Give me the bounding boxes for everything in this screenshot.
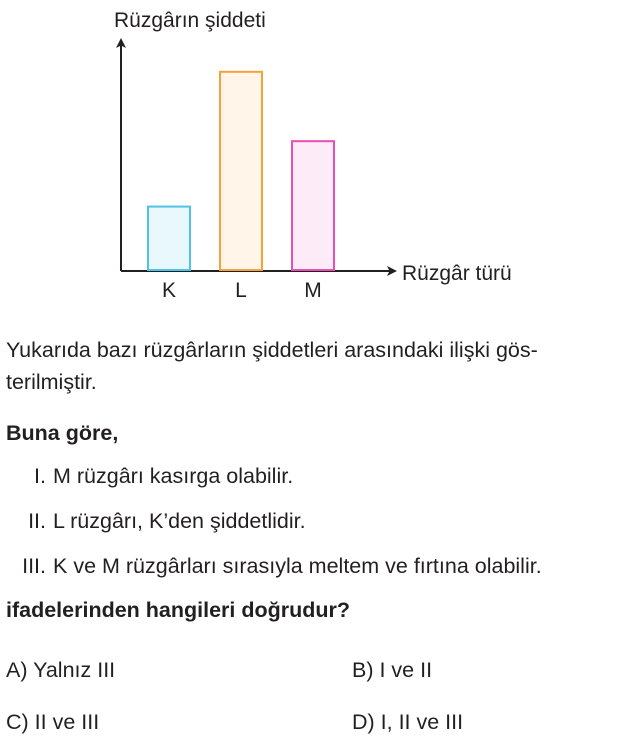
option-b[interactable]: B) I ve II <box>352 658 433 682</box>
x-tick-label-k: K <box>161 279 177 302</box>
bars-group <box>148 72 334 270</box>
question-stem-line-2: terilmiştir. <box>6 370 97 394</box>
question-stem <box>6 334 628 398</box>
statement-1-text: M rüzgârı kasırga olabilir. <box>53 464 294 488</box>
x-axis-label: Rüzgâr türü <box>402 262 512 285</box>
bar-chart <box>0 0 633 310</box>
statement-2 <box>6 505 628 537</box>
question-stem-line-1: Yukarıda bazı rüzgârların şiddetleri arasındaki ilişki gös- <box>6 338 538 362</box>
y-axis-label: Rüzgârın şiddeti <box>114 9 266 32</box>
bar-m <box>292 141 334 270</box>
statement-2-text: L rüzgârı, K’den şiddetlidir. <box>53 509 306 533</box>
bar-l <box>220 72 262 270</box>
option-c[interactable]: C) II ve III <box>6 710 100 734</box>
statement-3 <box>6 550 628 582</box>
question-lead: Buna göre, <box>6 421 119 445</box>
statement-3-text: K ve M rüzgârları sırasıyla meltem ve fırtına olabilir. <box>53 554 542 578</box>
statement-1 <box>6 460 628 492</box>
x-tick-labels <box>162 279 322 302</box>
bar-k <box>148 207 190 270</box>
x-tick-label-m: M <box>304 279 322 302</box>
statement-2-number: II. <box>28 509 46 533</box>
option-a[interactable]: A) Yalnız III <box>6 658 116 682</box>
x-tick-label-l: L <box>235 279 247 302</box>
statement-1-number: I. <box>34 464 46 488</box>
option-d[interactable]: D) I, II ve III <box>352 710 464 734</box>
question-ask: ifadelerinden hangileri doğrudur? <box>6 598 351 622</box>
statement-3-number: III. <box>22 554 46 578</box>
